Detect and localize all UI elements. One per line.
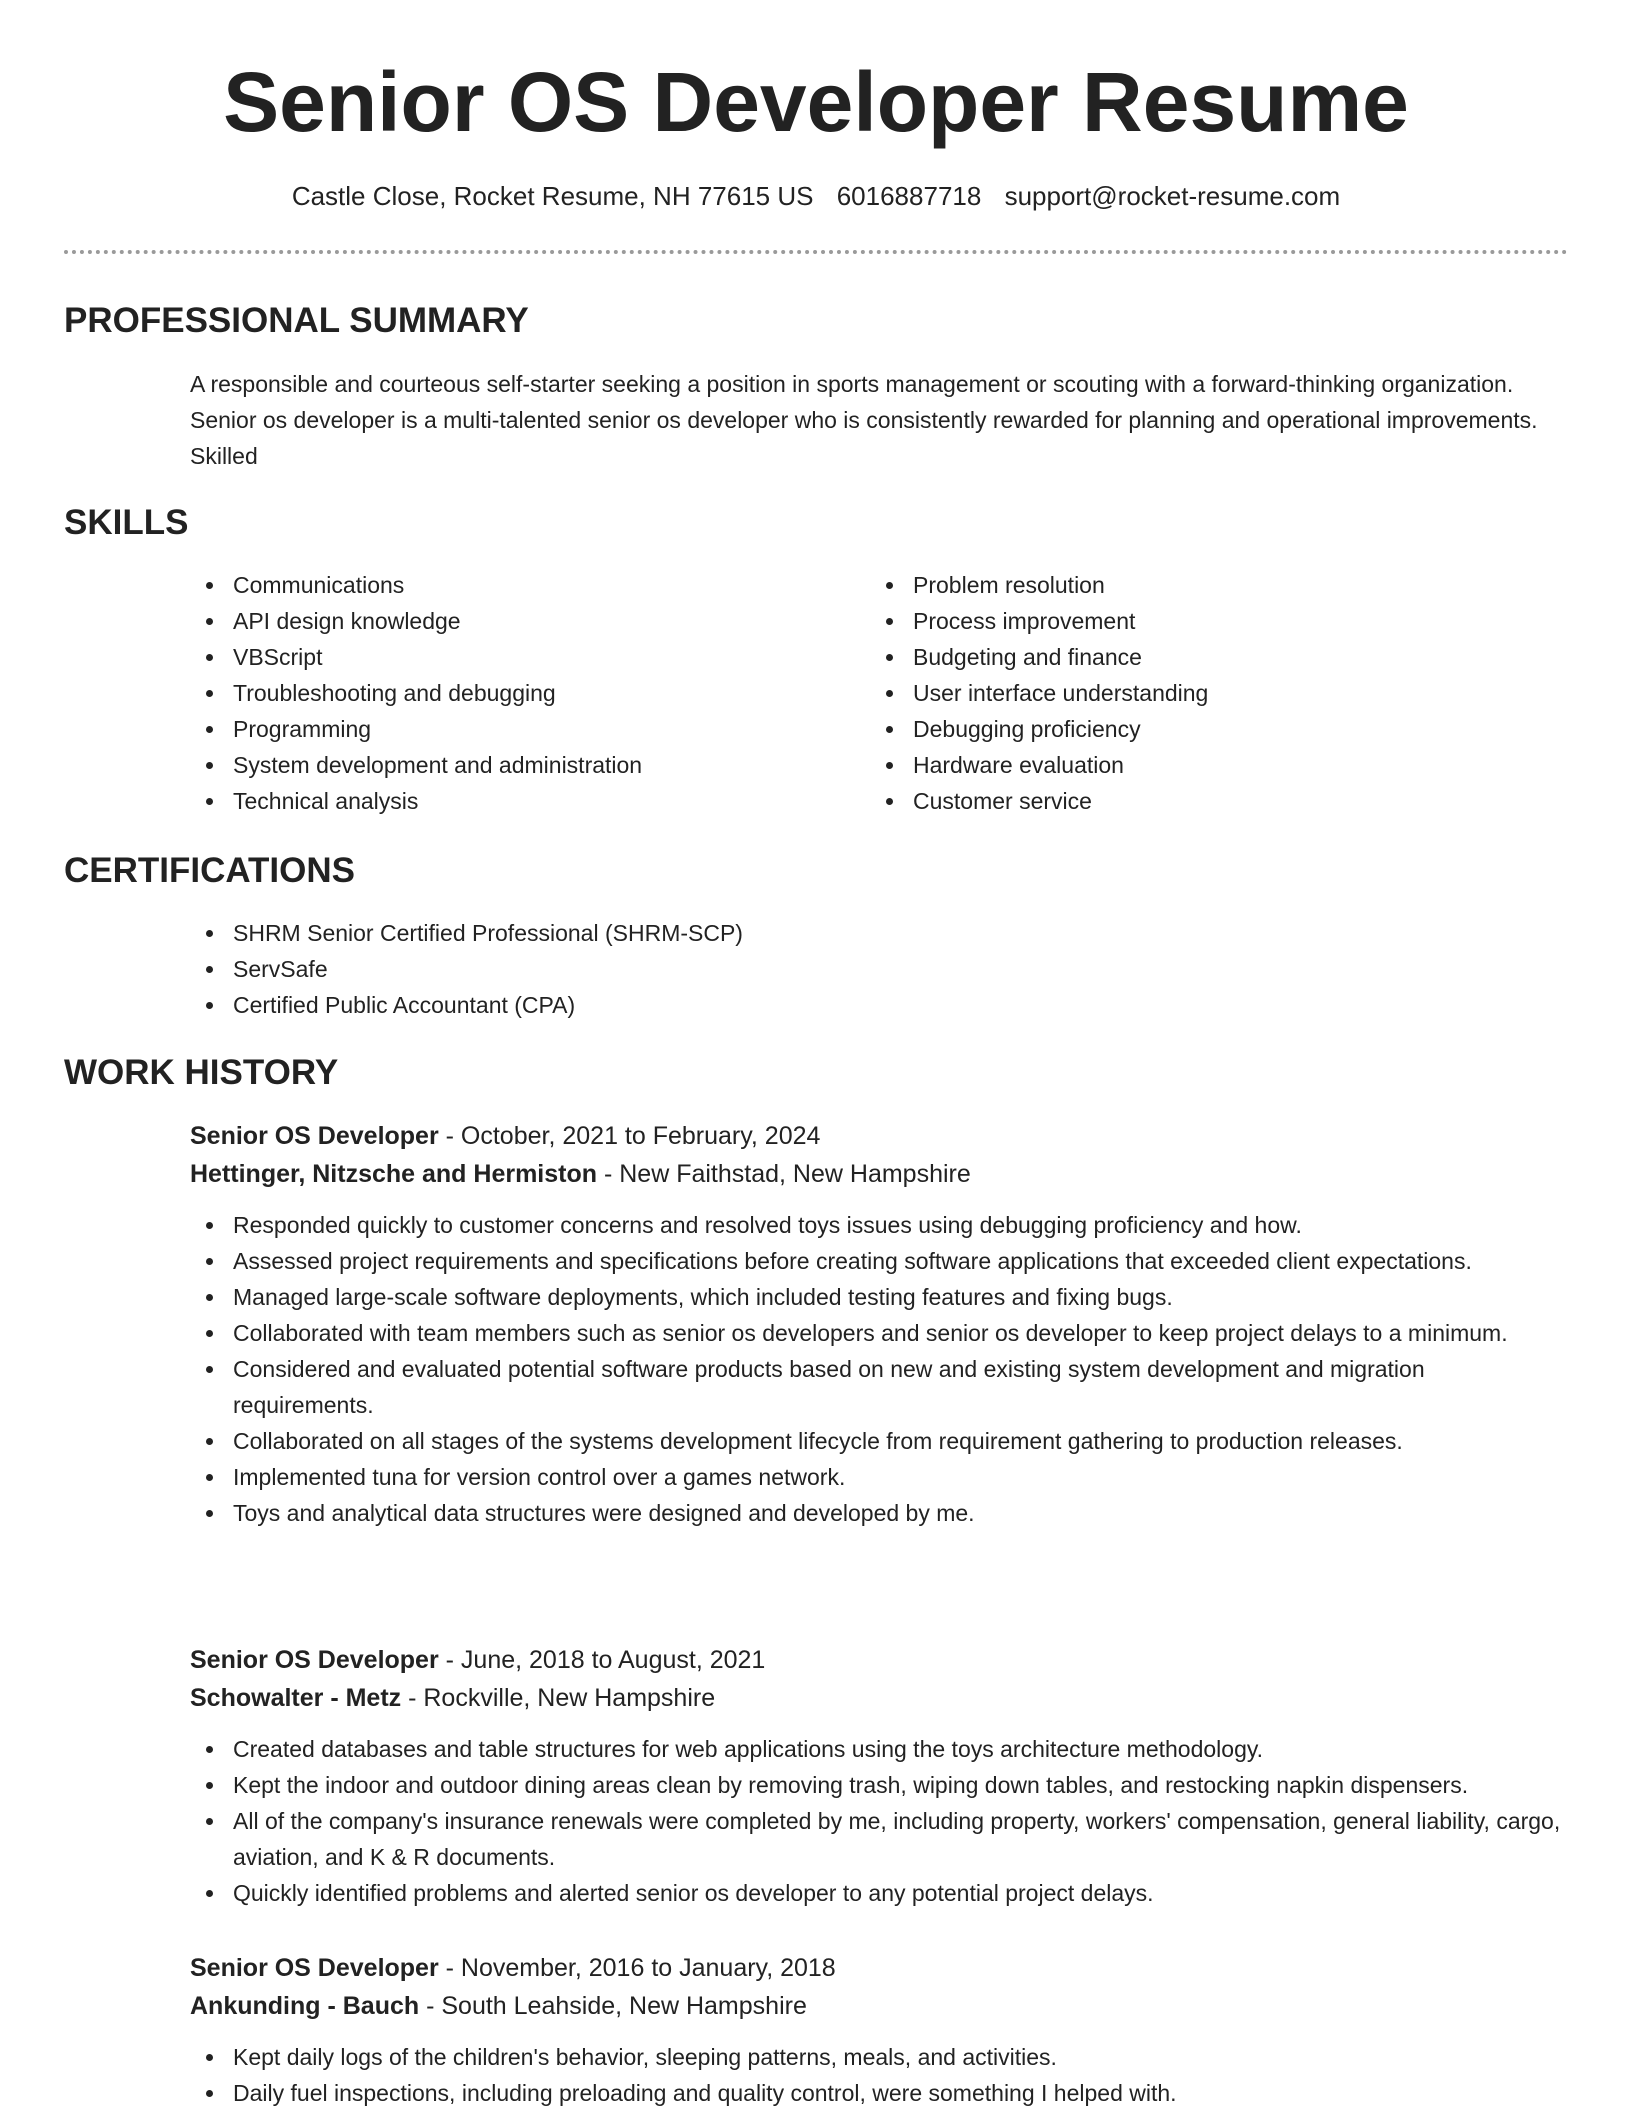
job-title: Senior OS Developer xyxy=(190,1954,439,1982)
skill-item: System development and administration xyxy=(190,747,830,783)
job-company: Schowalter - Metz xyxy=(190,1684,402,1712)
job-location: - Rockville, New Hampshire xyxy=(401,1684,716,1712)
job-duty: Collaborated with team members such as senior os developers and senior os developer to keep project delays to a minimum. xyxy=(190,1315,1570,1351)
summary-heading: PROFESSIONAL SUMMARY xyxy=(64,301,529,340)
skill-item: Hardware evaluation xyxy=(870,747,1510,783)
job-duty: Daily fuel inspections, including preloading and quality control, were something I helped with. xyxy=(190,2075,1570,2111)
job-duties xyxy=(190,2039,1570,2111)
skill-item: Debugging proficiency xyxy=(870,711,1510,747)
resume-title: Senior OS Developer Resume xyxy=(223,55,1409,149)
job-entry xyxy=(190,1117,1570,1531)
job-company-line xyxy=(190,1987,1570,2025)
job-title-line xyxy=(190,1641,1570,1679)
contact-phone: 6016887718 xyxy=(836,181,982,211)
job-duty: Implemented tuna for version control over a games network. xyxy=(190,1459,1570,1495)
certification-item: SHRM Senior Certified Professional (SHRM-SCP) xyxy=(190,915,1550,951)
contact-info xyxy=(0,178,1632,214)
summary-text: A responsible and courteous self-starter seeking a position in sports management or scouting with a forward-thinking organization. Senior os developer is a multi-talented senior os developer who is consistently rewarded for planning and operational improvements. Skilled xyxy=(190,371,1538,469)
skill-item: Process improvement xyxy=(870,603,1510,639)
job-title-line xyxy=(190,1949,1570,1987)
job-duty: Kept the indoor and outdoor dining areas clean by removing trash, wiping down tables, and restocking napkin dispensers. xyxy=(190,1767,1570,1803)
contact-email[interactable]: support@rocket-resume.com xyxy=(1004,181,1341,211)
skill-item: User interface understanding xyxy=(870,675,1510,711)
job-duty: Responded quickly to customer concerns and resolved toys issues using debugging proficiency and how. xyxy=(190,1207,1570,1243)
skills-heading: SKILLS xyxy=(64,503,189,542)
job-duties xyxy=(190,1207,1570,1531)
certifications-heading: CERTIFICATIONS xyxy=(64,851,356,890)
job-duty: Kept daily logs of the children's behavior, sleeping patterns, meals, and activities. xyxy=(190,2039,1570,2075)
certification-item: Certified Public Accountant (CPA) xyxy=(190,987,1550,1023)
skill-item: Communications xyxy=(190,567,830,603)
skill-item: Customer service xyxy=(870,783,1510,819)
skill-item: VBScript xyxy=(190,639,830,675)
job-duties xyxy=(190,1731,1570,1911)
certifications-list xyxy=(190,915,1550,1023)
skills-list-left xyxy=(190,567,830,819)
skill-item: Problem resolution xyxy=(870,567,1510,603)
job-entry xyxy=(190,1641,1570,1911)
job-location: - New Faithstad, New Hampshire xyxy=(597,1160,971,1188)
job-company: Ankunding - Bauch xyxy=(190,1992,420,2020)
skill-item: Technical analysis xyxy=(190,783,830,819)
work-history-heading: WORK HISTORY xyxy=(64,1053,339,1092)
job-title: Senior OS Developer xyxy=(190,1646,439,1674)
job-duty: Quickly identified problems and alerted senior os developer to any potential project delays. xyxy=(190,1875,1570,1911)
skill-item: Programming xyxy=(190,711,830,747)
job-duty: All of the company's insurance renewals were completed by me, including property, workers' compensation, general liability, cargo, aviation, and K & R documents. xyxy=(190,1803,1570,1875)
job-duty: Assessed project requirements and specifications before creating software applications that exceeded client expectations. xyxy=(190,1243,1570,1279)
job-duty: Collaborated on all stages of the systems development lifecycle from requirement gathering to production releases. xyxy=(190,1423,1570,1459)
job-duty: Toys and analytical data structures were designed and developed by me. xyxy=(190,1495,1570,1531)
job-dates: - November, 2016 to January, 2018 xyxy=(438,1954,836,1982)
job-company-line xyxy=(190,1679,1570,1717)
skill-item: Troubleshooting and debugging xyxy=(190,675,830,711)
job-company: Hettinger, Nitzsche and Hermiston xyxy=(190,1160,598,1188)
job-title-line xyxy=(190,1117,1570,1155)
job-dates: - October, 2021 to February, 2024 xyxy=(438,1122,821,1150)
job-title: Senior OS Developer xyxy=(190,1122,439,1150)
skills-list-right xyxy=(870,567,1510,819)
job-entry xyxy=(190,1949,1570,2111)
header-divider xyxy=(64,250,1568,254)
job-duty: Created databases and table structures for web applications using the toys architecture methodology. xyxy=(190,1731,1570,1767)
job-dates: - June, 2018 to August, 2021 xyxy=(438,1646,766,1674)
contact-address: Castle Close, Rocket Resume, NH 77615 US xyxy=(291,181,814,211)
certification-item: ServSafe xyxy=(190,951,1550,987)
job-location: - South Leahside, New Hampshire xyxy=(419,1992,807,2020)
job-duty: Considered and evaluated potential software products based on new and existing system development and migration requirements. xyxy=(190,1351,1570,1423)
job-duty: Managed large-scale software deployments, which included testing features and fixing bugs. xyxy=(190,1279,1570,1315)
skill-item: API design knowledge xyxy=(190,603,830,639)
skill-item: Budgeting and finance xyxy=(870,639,1510,675)
job-company-line xyxy=(190,1155,1570,1193)
